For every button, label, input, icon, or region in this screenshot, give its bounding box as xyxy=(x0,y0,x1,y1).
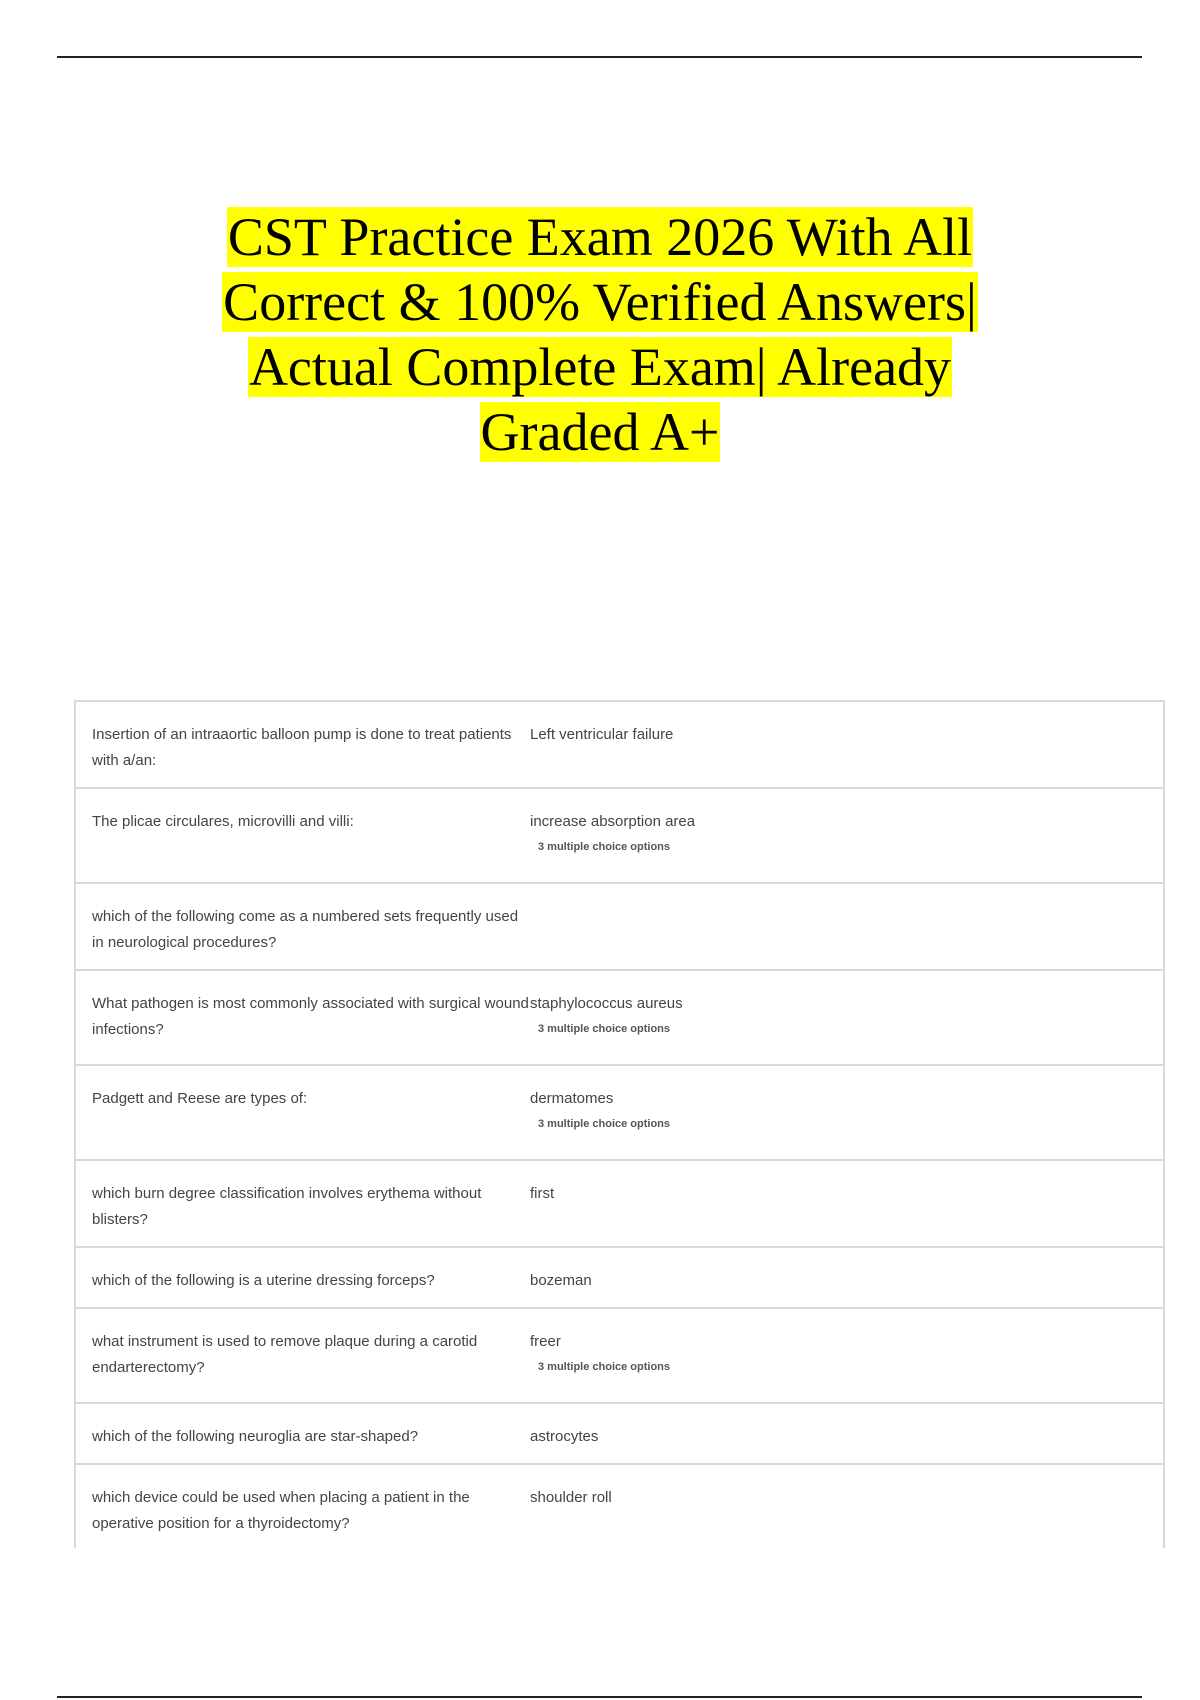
answer-text: astrocytes xyxy=(530,1428,599,1445)
answer-cell xyxy=(530,971,1163,1064)
qa-row xyxy=(76,1404,1163,1465)
multiple-choice-note: 3 multiple choice options xyxy=(538,1118,671,1130)
title-line: Correct & 100% Verified Answers| xyxy=(223,272,977,332)
multiple-choice-note: 3 multiple choice options xyxy=(538,1023,671,1035)
question-text: Padgett and Reese are types of: xyxy=(92,1090,308,1107)
question-text: which device could be used when placing a patient in the operative position for a thyroidectomy? xyxy=(92,1489,470,1532)
qa-table xyxy=(74,700,1165,1548)
question-text: The plicae circulares, microvilli and villi: xyxy=(92,813,354,830)
qa-row xyxy=(76,1161,1163,1248)
multiple-choice-note: 3 multiple choice options xyxy=(538,1361,671,1373)
question-text: which of the following neuroglia are star-shaped? xyxy=(92,1428,419,1445)
qa-row xyxy=(76,971,1163,1066)
answer-cell xyxy=(530,1161,1163,1246)
answer-cell xyxy=(530,1066,1163,1159)
answer-cell xyxy=(530,789,1163,882)
qa-row xyxy=(76,702,1163,789)
answer-cell xyxy=(530,1309,1163,1402)
answer-cell xyxy=(530,1465,1163,1548)
answer-text: bozeman xyxy=(530,1272,592,1289)
answer-cell xyxy=(530,884,1163,969)
qa-row xyxy=(76,1309,1163,1404)
qa-row xyxy=(76,789,1163,884)
answer-cell xyxy=(530,1248,1163,1307)
qa-row xyxy=(76,1248,1163,1309)
qa-row xyxy=(76,1465,1163,1548)
question-text: What pathogen is most commonly associated with surgical wound infections? xyxy=(92,995,529,1038)
title-line: CST Practice Exam 2026 With All xyxy=(227,207,973,267)
multiple-choice-note: 3 multiple choice options xyxy=(538,841,671,853)
document-title xyxy=(150,205,1050,465)
question-text: which burn degree classification involves erythema without blisters? xyxy=(92,1185,482,1228)
answer-text: first xyxy=(530,1185,555,1202)
answer-text: Left ventricular failure xyxy=(530,726,674,743)
answer-text: dermatomes xyxy=(530,1090,614,1107)
question-text: what instrument is used to remove plaque during a carotid endarterectomy? xyxy=(92,1333,478,1376)
question-text: which of the following is a uterine dressing forceps? xyxy=(92,1272,435,1289)
answer-text: shoulder roll xyxy=(530,1489,612,1506)
qa-row xyxy=(76,1066,1163,1161)
answer-text: increase absorption area xyxy=(530,813,696,830)
question-text: which of the following come as a numbered sets frequently used in neurological procedures? xyxy=(92,908,519,951)
answer-cell xyxy=(530,1404,1163,1463)
top-rule xyxy=(57,56,1142,58)
answer-text: staphylococcus aureus xyxy=(530,995,683,1012)
bottom-rule xyxy=(57,1696,1142,1698)
title-line: Actual Complete Exam| Already xyxy=(248,337,952,397)
question-text: Insertion of an intraaortic balloon pump is done to treat patients with a/an: xyxy=(92,726,512,769)
qa-row xyxy=(76,884,1163,971)
answer-cell xyxy=(530,702,1163,787)
answer-text: freer xyxy=(530,1333,561,1350)
title-line: Graded A+ xyxy=(480,402,720,462)
